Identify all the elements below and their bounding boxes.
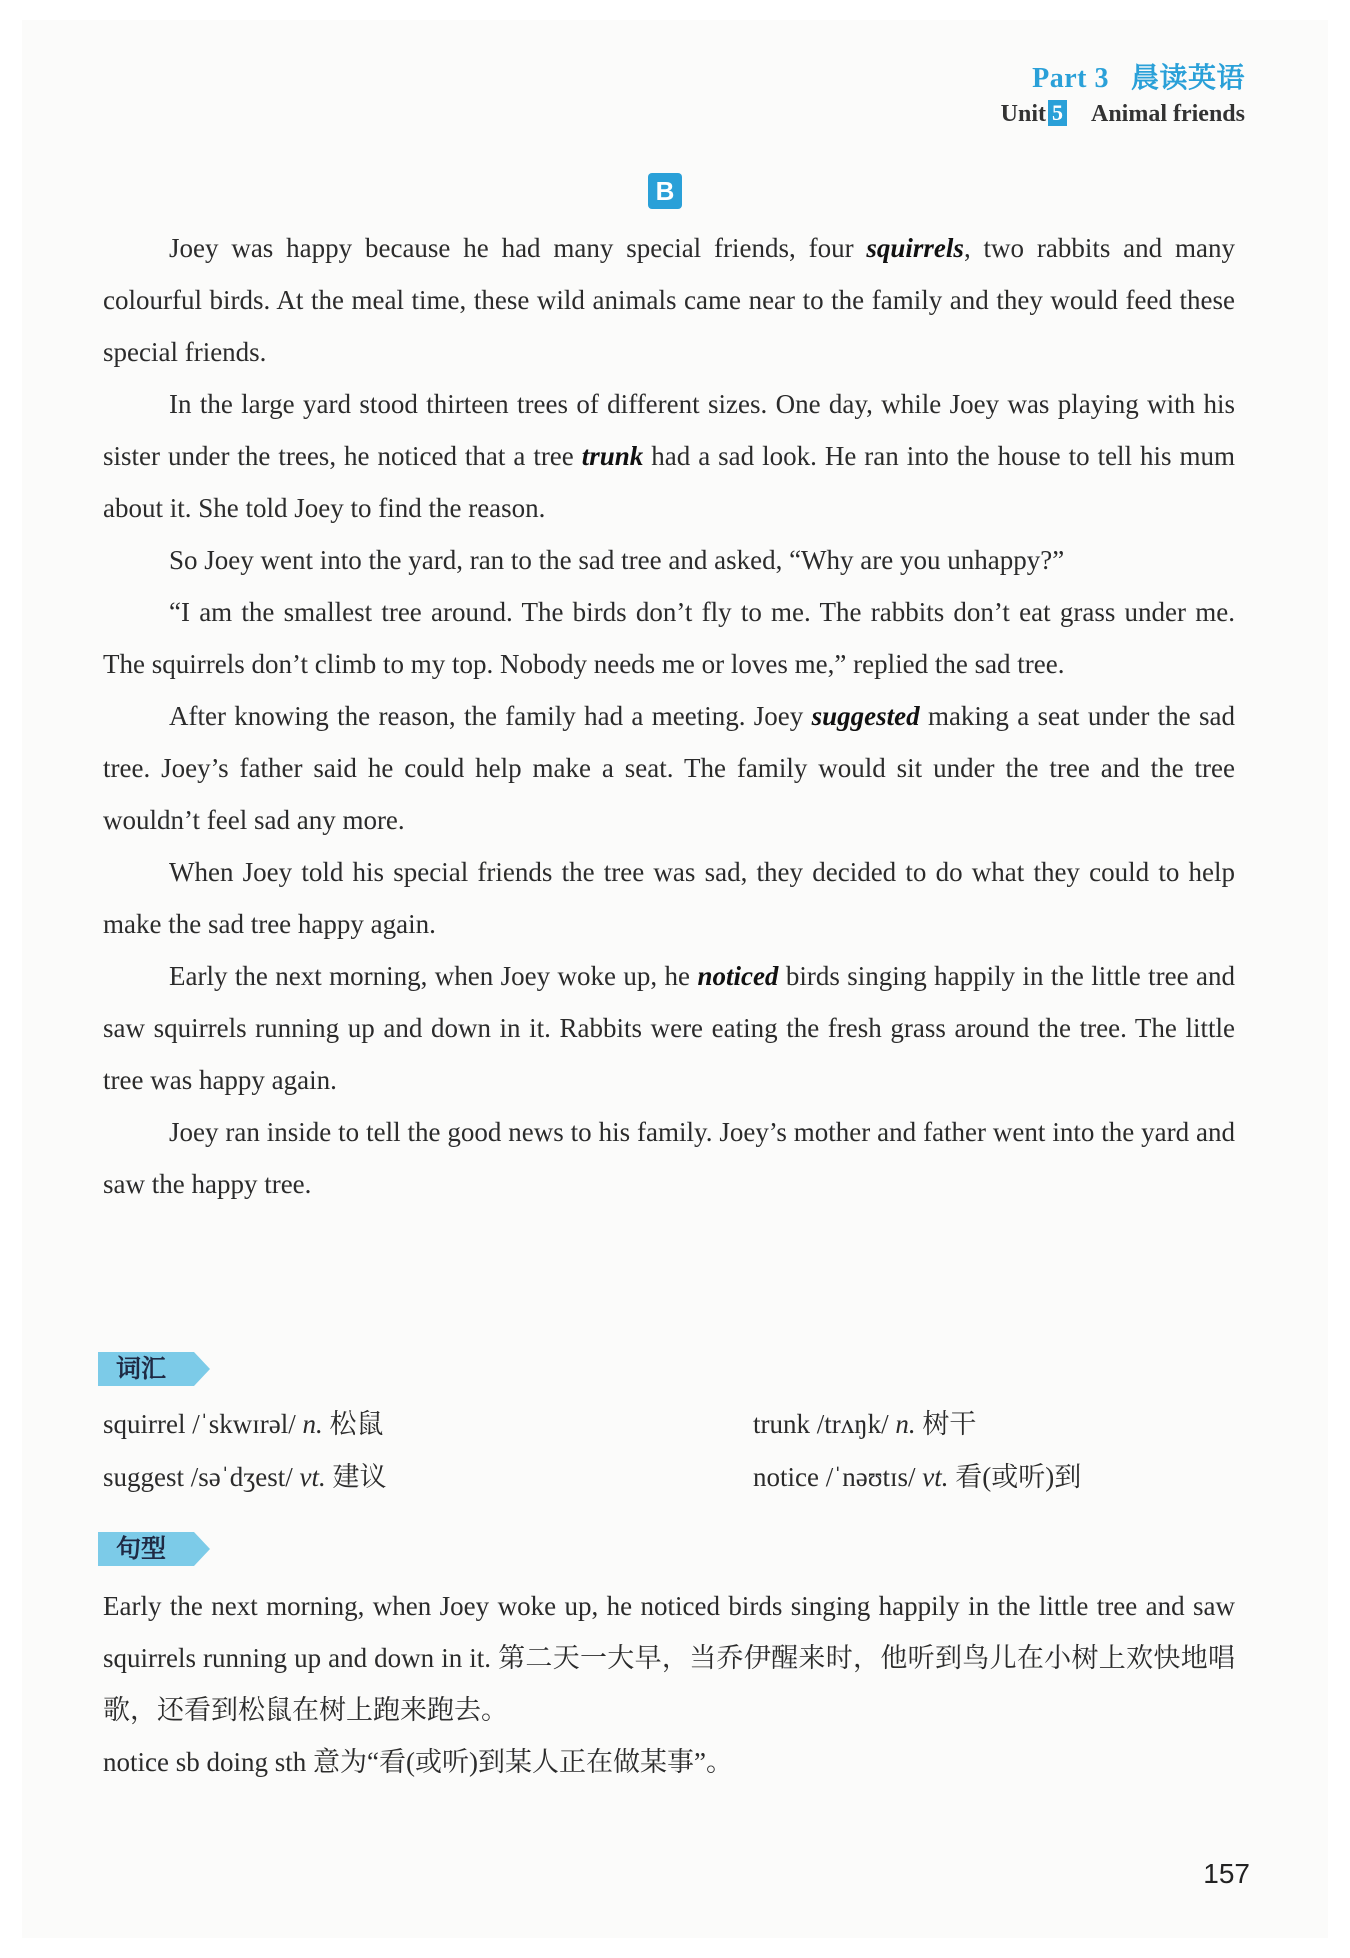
vocab-word: squirrel xyxy=(103,1409,186,1439)
vocab-pos: n. xyxy=(302,1409,323,1439)
story-paragraph: When Joey told his special friends the tree was sad, they decided to do what they could to help make the sad tree happy again. xyxy=(103,857,1235,939)
story-paragraph xyxy=(103,222,1235,378)
pattern-sentence xyxy=(103,1580,1235,1736)
vocab-pos: n. xyxy=(895,1409,916,1439)
vocab-word: trunk xyxy=(753,1409,810,1439)
vocab-phonetic: /ˈnəʊtɪs/ xyxy=(825,1462,916,1492)
keyword: noticed xyxy=(697,961,779,991)
story-text xyxy=(103,222,1235,1210)
vocab-item xyxy=(103,1451,386,1504)
pattern-note: notice sb doing sth 意为“看(或听)到某人正在做某事”。 xyxy=(103,1747,733,1777)
running-header xyxy=(1001,56,1245,128)
text-run: Joey was happy because he had many special friends, four xyxy=(169,233,867,263)
vocab-meaning: 看(或听)到 xyxy=(955,1462,1082,1492)
tag-arrow-icon xyxy=(194,1532,210,1566)
text-run: In the large yard stood thirteen trees of different sizes. One day, while Joey was playing with his sister under the trees, he noticed that a tree xyxy=(103,389,1235,471)
vocab-word: suggest xyxy=(103,1462,184,1492)
vocab-meaning: 松鼠 xyxy=(329,1409,384,1439)
vocab-phonetic: /səˈdʒest/ xyxy=(190,1462,293,1492)
story-paragraph xyxy=(103,690,1235,846)
vocab-title: 词汇 xyxy=(116,1354,167,1383)
unit-label: Unit xyxy=(1000,101,1046,127)
story-paragraph xyxy=(103,378,1235,534)
unit-topic: Animal friends xyxy=(1090,101,1245,127)
story-paragraph: So Joey went into the yard, ran to the sad tree and asked, “Why are you unhappy?” xyxy=(169,545,1065,575)
tag-arrow-icon xyxy=(194,1352,210,1386)
unit-title xyxy=(1001,100,1245,128)
part-label-cn: 晨读英语 xyxy=(1130,63,1245,94)
vocab-word: notice xyxy=(753,1462,819,1492)
keyword: trunk xyxy=(581,441,644,471)
story-paragraph xyxy=(103,950,1235,1106)
vocab-item xyxy=(103,1398,383,1451)
sentence-pattern xyxy=(103,1580,1235,1788)
section-badge: B xyxy=(648,173,682,209)
pattern-title: 句型 xyxy=(116,1534,167,1563)
story-paragraph: Joey ran inside to tell the good news to his family. Joey’s mother and father went into the yard and saw the happy tree. xyxy=(103,1117,1235,1199)
text-run: had a sad look. He ran into the house to tell his mum about it. She told Joey to find the reason. xyxy=(103,441,1235,523)
part-title xyxy=(1001,56,1245,96)
story-paragraph: “I am the smallest tree around. The birds don’t fly to me. The rabbits don’t eat grass under me. The squirrels don’t climb to my top. Nobody needs me or loves me,” replied the sad tree. xyxy=(103,597,1235,679)
part-label: Part 3 xyxy=(1032,63,1109,94)
text-run: After knowing the reason, the family had a meeting. Joey xyxy=(169,701,812,731)
vocab-meaning: 树干 xyxy=(922,1409,977,1439)
text-run: birds singing happily in the little tree and saw squirrels running up and down in it. Rabbits were eating the fresh grass around the tree. The little tree was happy again. xyxy=(103,961,1236,1095)
vocab-item xyxy=(753,1451,1081,1504)
keyword: suggested xyxy=(811,701,920,731)
pattern-sentence-en: Early the next morning, when Joey woke up, he noticed birds singing happily in the little tree and saw squirrels running up and down in it. xyxy=(103,1591,1235,1673)
page-number: 157 xyxy=(1203,1858,1250,1889)
text-run: , two rabbits and many colourful birds. At the meal time, these wild animals came near to the family and they would feed these special friends. xyxy=(103,233,1235,367)
text-run: making a seat under the sad tree. Joey’s father said he could help make a seat. The family would sit under the tree and the tree wouldn’t feel sad any more. xyxy=(103,701,1235,835)
text-run: Early the next morning, when Joey woke up, he xyxy=(169,961,698,991)
vocab-phonetic: /trʌŋk/ xyxy=(816,1409,889,1439)
vocab-tag xyxy=(98,1352,208,1386)
vocab-item xyxy=(753,1398,976,1451)
vocab-pos: vt. xyxy=(299,1462,326,1492)
vocab-pos: vt. xyxy=(922,1462,949,1492)
vocab-phonetic: /ˈskwɪrəl/ xyxy=(192,1409,296,1439)
vocab-meaning: 建议 xyxy=(332,1462,387,1492)
unit-number-badge: 5 xyxy=(1048,100,1067,126)
pattern-sentence-cn: 第二天一大早，当乔伊醒来时，他听到鸟儿在小树上欢快地唱歌，还看到松鼠在树上跑来跑去。 xyxy=(103,1643,1235,1725)
pattern-tag xyxy=(98,1532,208,1566)
keyword: squirrels xyxy=(866,233,964,263)
